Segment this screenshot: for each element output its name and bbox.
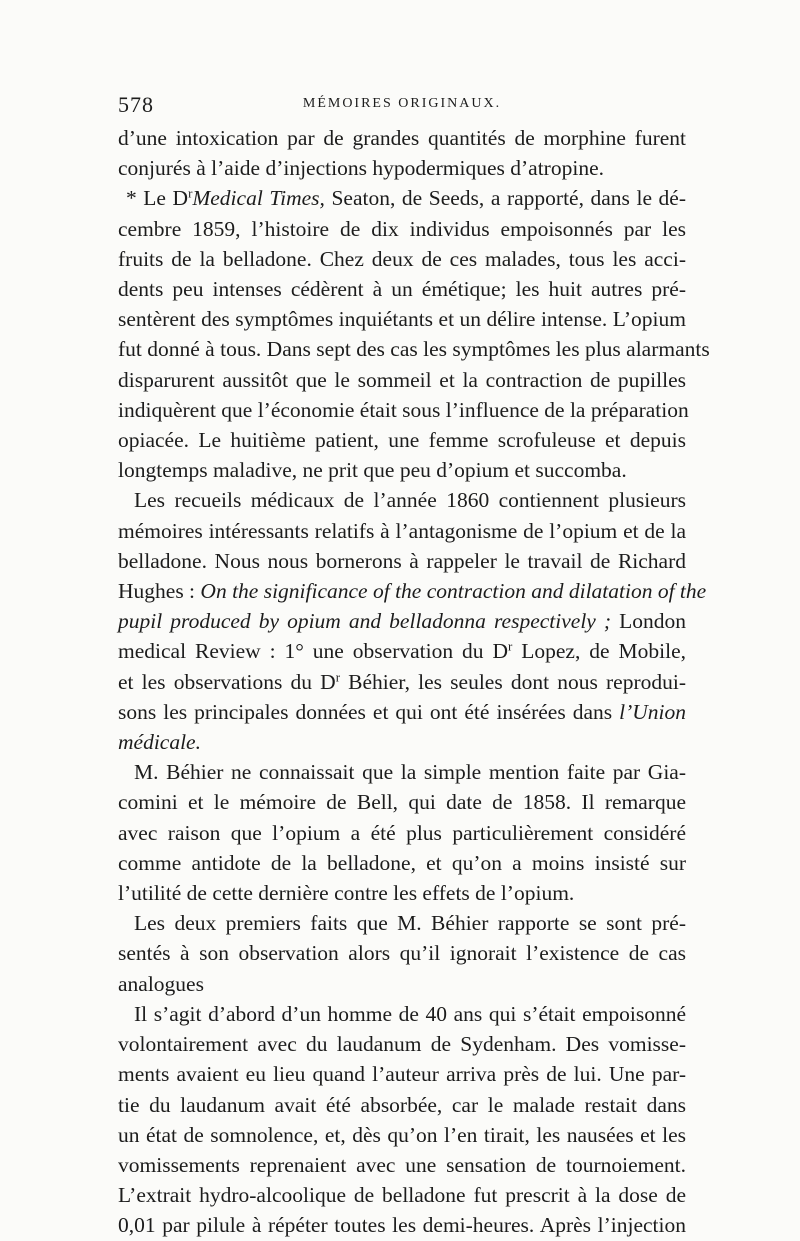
text-line (118, 938, 686, 968)
text-run: ments avaient eu lieu quand l’auteur arriva près de lui. Une par- (118, 1062, 686, 1087)
text-line (118, 1180, 686, 1210)
text-run: et les observations du D (118, 669, 336, 694)
text-line (118, 908, 686, 938)
text-run: Lopez, de Mobile, (512, 639, 686, 664)
text-run: Les deux premiers faits que M. Béhier rapporte se sont pré- (134, 911, 686, 936)
text-run: Les recueils médicaux de l’année 1860 contiennent plusieurs (134, 488, 686, 513)
text-line (118, 999, 686, 1029)
text-line (118, 818, 686, 848)
text-line (118, 1059, 686, 1089)
text-line (118, 1090, 686, 1120)
text-line (118, 969, 686, 999)
italic-text: Medical Times, (192, 186, 325, 211)
text-line (118, 727, 686, 757)
text-run: indiquèrent que l’économie était sous l’influence de la préparation (118, 397, 689, 422)
italic-text: médicale. (118, 730, 201, 755)
text-line (118, 365, 686, 395)
text-line (118, 304, 686, 334)
text-line (118, 274, 686, 304)
text-line (118, 1120, 686, 1150)
page-header (118, 92, 686, 122)
body-text (118, 123, 710, 1241)
text-run: Seaton, de Seeds, a rapporté, dans le (324, 186, 659, 211)
text-line (118, 878, 686, 908)
text-run: Hughes : (118, 579, 201, 604)
text-line (118, 153, 686, 183)
text-run: d’une intoxication par de grandes quantités de morphine furent (118, 126, 686, 150)
text-run: opiacée. Le huitième patient, une femme scrofuleuse et depuis (118, 428, 686, 453)
text-run: tie du laudanum avait été absorbée, car le malade restait dans (118, 1092, 686, 1117)
text-line (118, 1150, 686, 1180)
text-run: comini et le mémoire de Bell, qui date de 1858. Il remarque (118, 790, 686, 815)
text-run: avec raison que l’opium a été plus particulièrement considéré (118, 820, 686, 845)
text-run: Béhier, les seules dont nous reprodui- (340, 669, 686, 694)
italic-text: pupil produced by opium and belladonna respectively ; (118, 609, 612, 634)
text-line (118, 667, 686, 697)
text-line (118, 787, 686, 817)
text-line (118, 334, 710, 364)
text-line (118, 183, 686, 213)
text-run: fut donné à tous. Dans sept des cas les symptômes les plus alarmants (118, 337, 710, 362)
text-line (118, 848, 686, 878)
text-run: volontairement avec du laudanum de Sydenham. Des vomisse- (118, 1032, 686, 1057)
text-run: analogues (118, 971, 204, 996)
text-line (118, 636, 686, 666)
text-run: Il s’agit d’abord d’un homme de 40 ans qui s’était empoisonné (134, 1001, 686, 1026)
text-run: longtemps maladive, ne prit que peu d’opium et succomba. (118, 458, 627, 483)
text-line (118, 455, 686, 485)
running-head: MÉMOIRES ORIGINAUX. (302, 96, 502, 111)
superscript: r (335, 669, 340, 684)
text-run: London (611, 609, 687, 634)
text-run: M. Béhier ne connaissait que la simple mention faite par Gia- (134, 760, 686, 785)
text-line (118, 485, 686, 515)
text-line (118, 576, 707, 606)
text-line (118, 606, 686, 636)
superscript: r (188, 186, 193, 201)
text-line (118, 214, 686, 244)
text-line (118, 395, 689, 425)
text-run: 0,01 par pilule à répéter toutes les demi-heures. Après l’injection (118, 1213, 686, 1238)
text-run: fruits de la belladone. Chez deux de ces malades, tous les acci- (118, 246, 686, 271)
text-line (118, 516, 686, 546)
text-run: dents peu intenses cédèrent à un émétique; les huit autres pré- (118, 277, 686, 302)
text-run: dé- (658, 186, 686, 211)
text-line (118, 1029, 686, 1059)
text-run: belladone. Nous nous bornerons à rappeler le travail de Richard (118, 548, 686, 573)
text-line (118, 244, 686, 274)
text-run: L’extrait hydro-alcoolique de belladone fut prescrit à la dose de (118, 1183, 686, 1208)
text-run: comme antidote de la belladone, et qu’on a moins insisté sur (118, 850, 686, 875)
text-line (118, 425, 686, 455)
text-run: sons les principales données et qui ont été insérées dans (118, 699, 620, 724)
text-run: sentèrent des symptômes inquiétants et un délire intense. L’opium (118, 307, 686, 332)
text-run: * Le D (126, 186, 189, 211)
text-run: disparurent aussitôt que le sommeil et la contraction de pupilles (118, 367, 686, 392)
text-run: mémoires intéressants relatifs à l’antagonisme de l’opium et de la (118, 518, 686, 543)
text-run: sentés à son observation alors qu’il ignorait l’existence de cas (118, 941, 686, 966)
text-line (118, 757, 686, 787)
text-line (118, 697, 686, 727)
text-run: medical Review : 1° une observation du D (118, 639, 508, 664)
page-number: 578 (118, 92, 154, 117)
superscript: r (508, 639, 513, 654)
italic-text: On the significance of the contraction and dilatation of the (200, 579, 707, 604)
italic-text: l’Union (619, 699, 686, 724)
text-run: cembre 1859, l’histoire de dix individus empoisonnés par les (118, 216, 686, 241)
text-line (118, 546, 686, 576)
text-line (118, 123, 686, 153)
text-run: conjurés à l’aide d’injections hypodermiques d’atropine. (118, 156, 604, 181)
text-run: l’utilité de cette dernière contre les effets de l’opium. (118, 881, 575, 906)
text-run: vomissements reprenaient avec une sensation de tournoiement. (118, 1152, 686, 1177)
text-run: un état de somnolence, et, dès qu’on l’en tirait, les nausées et les (118, 1122, 686, 1147)
